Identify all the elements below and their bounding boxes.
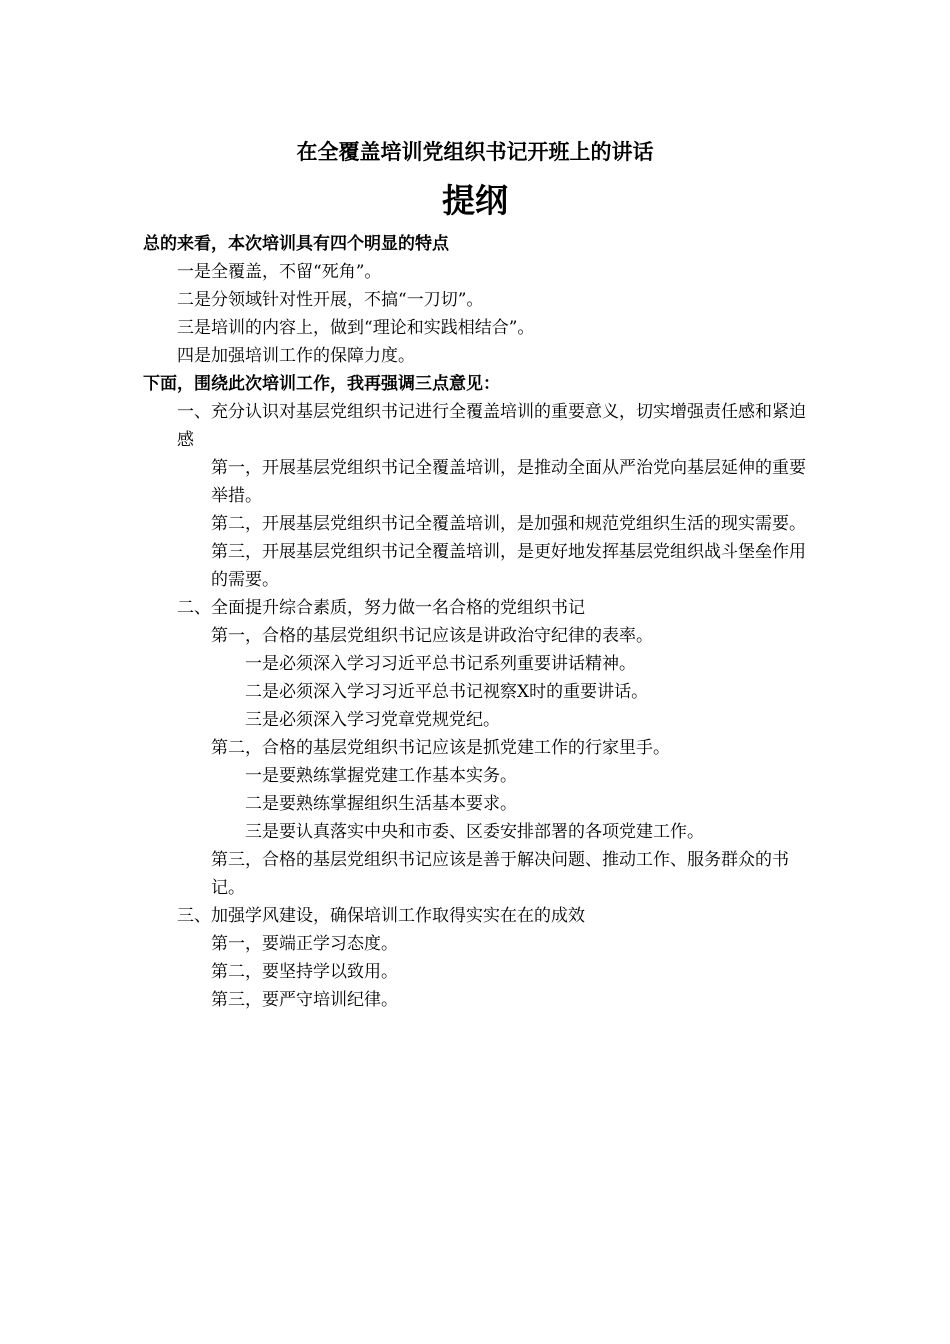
outline-item: 二、全面提升综合素质，努力做一名合格的党组织书记 bbox=[177, 598, 585, 618]
outline-item: 三是培训的内容上，做到“理论和实践相结合”。 bbox=[177, 318, 535, 338]
outline-item: 第一，要端正学习态度。 bbox=[211, 934, 398, 954]
section-heading: 下面，围绕此次培训工作，我再强调三点意见： bbox=[143, 374, 500, 394]
outline-item: 四是加强培训工作的保障力度。 bbox=[177, 346, 415, 366]
outline-item: 一、充分认识对基层党组织书记进行全覆盖培训的重要意义，切实增强责任感和紧迫感 bbox=[177, 402, 806, 450]
outline-item: 第一，开展基层党组织书记全覆盖培训，是推动全面从严治党向基层延伸的重要举措。 bbox=[211, 458, 806, 506]
document-subtitle: 提纲 bbox=[442, 181, 508, 220]
outline-item: 第一，合格的基层党组织书记应该是讲政治守纪律的表率。 bbox=[211, 626, 653, 646]
outline-item: 一是必须深入学习习近平总书记系列重要讲话精神。 bbox=[245, 654, 636, 674]
section-heading: 总的来看，本次培训具有四个明显的特点 bbox=[143, 234, 449, 254]
document-title: 在全覆盖培训党组织书记开班上的讲话 bbox=[296, 139, 654, 164]
outline-item: 三是要认真落实中央和市委、区委安排部署的各项党建工作。 bbox=[245, 822, 704, 842]
outline-item: 二是要熟练掌握组织生活基本要求。 bbox=[245, 794, 517, 814]
outline-item: 第二，要坚持学以致用。 bbox=[211, 962, 398, 982]
document-body bbox=[143, 230, 815, 1014]
outline-item: 三、加强学风建设，确保培训工作取得实实在在的成效 bbox=[177, 906, 585, 926]
outline-item: 三是必须深入学习党章党规党纪。 bbox=[245, 710, 500, 730]
outline-item: 第三，要严守培训纪律。 bbox=[211, 990, 398, 1010]
outline-item: 第三，开展基层党组织书记全覆盖培训，是更好地发挥基层党组织战斗堡垒作用的需要。 bbox=[211, 542, 806, 590]
outline-item: 二是分领域针对性开展，不搞“一刀切”。 bbox=[177, 290, 484, 310]
outline-item: 第二，开展基层党组织书记全覆盖培训，是加强和规范党组织生活的现实需要。 bbox=[211, 514, 806, 534]
outline-item: 第二，合格的基层党组织书记应该是抓党建工作的行家里手。 bbox=[211, 738, 670, 758]
outline-item: 二是必须深入学习习近平总书记视察X时的重要讲话。 bbox=[245, 682, 649, 702]
outline-item: 一是要熟练掌握党建工作基本实务。 bbox=[245, 766, 517, 786]
outline-item: 一是全覆盖，不留“死角”。 bbox=[177, 262, 382, 282]
outline-item: 第三，合格的基层党组织书记应该是善于解决问题、推动工作、服务群众的书记。 bbox=[211, 850, 789, 898]
